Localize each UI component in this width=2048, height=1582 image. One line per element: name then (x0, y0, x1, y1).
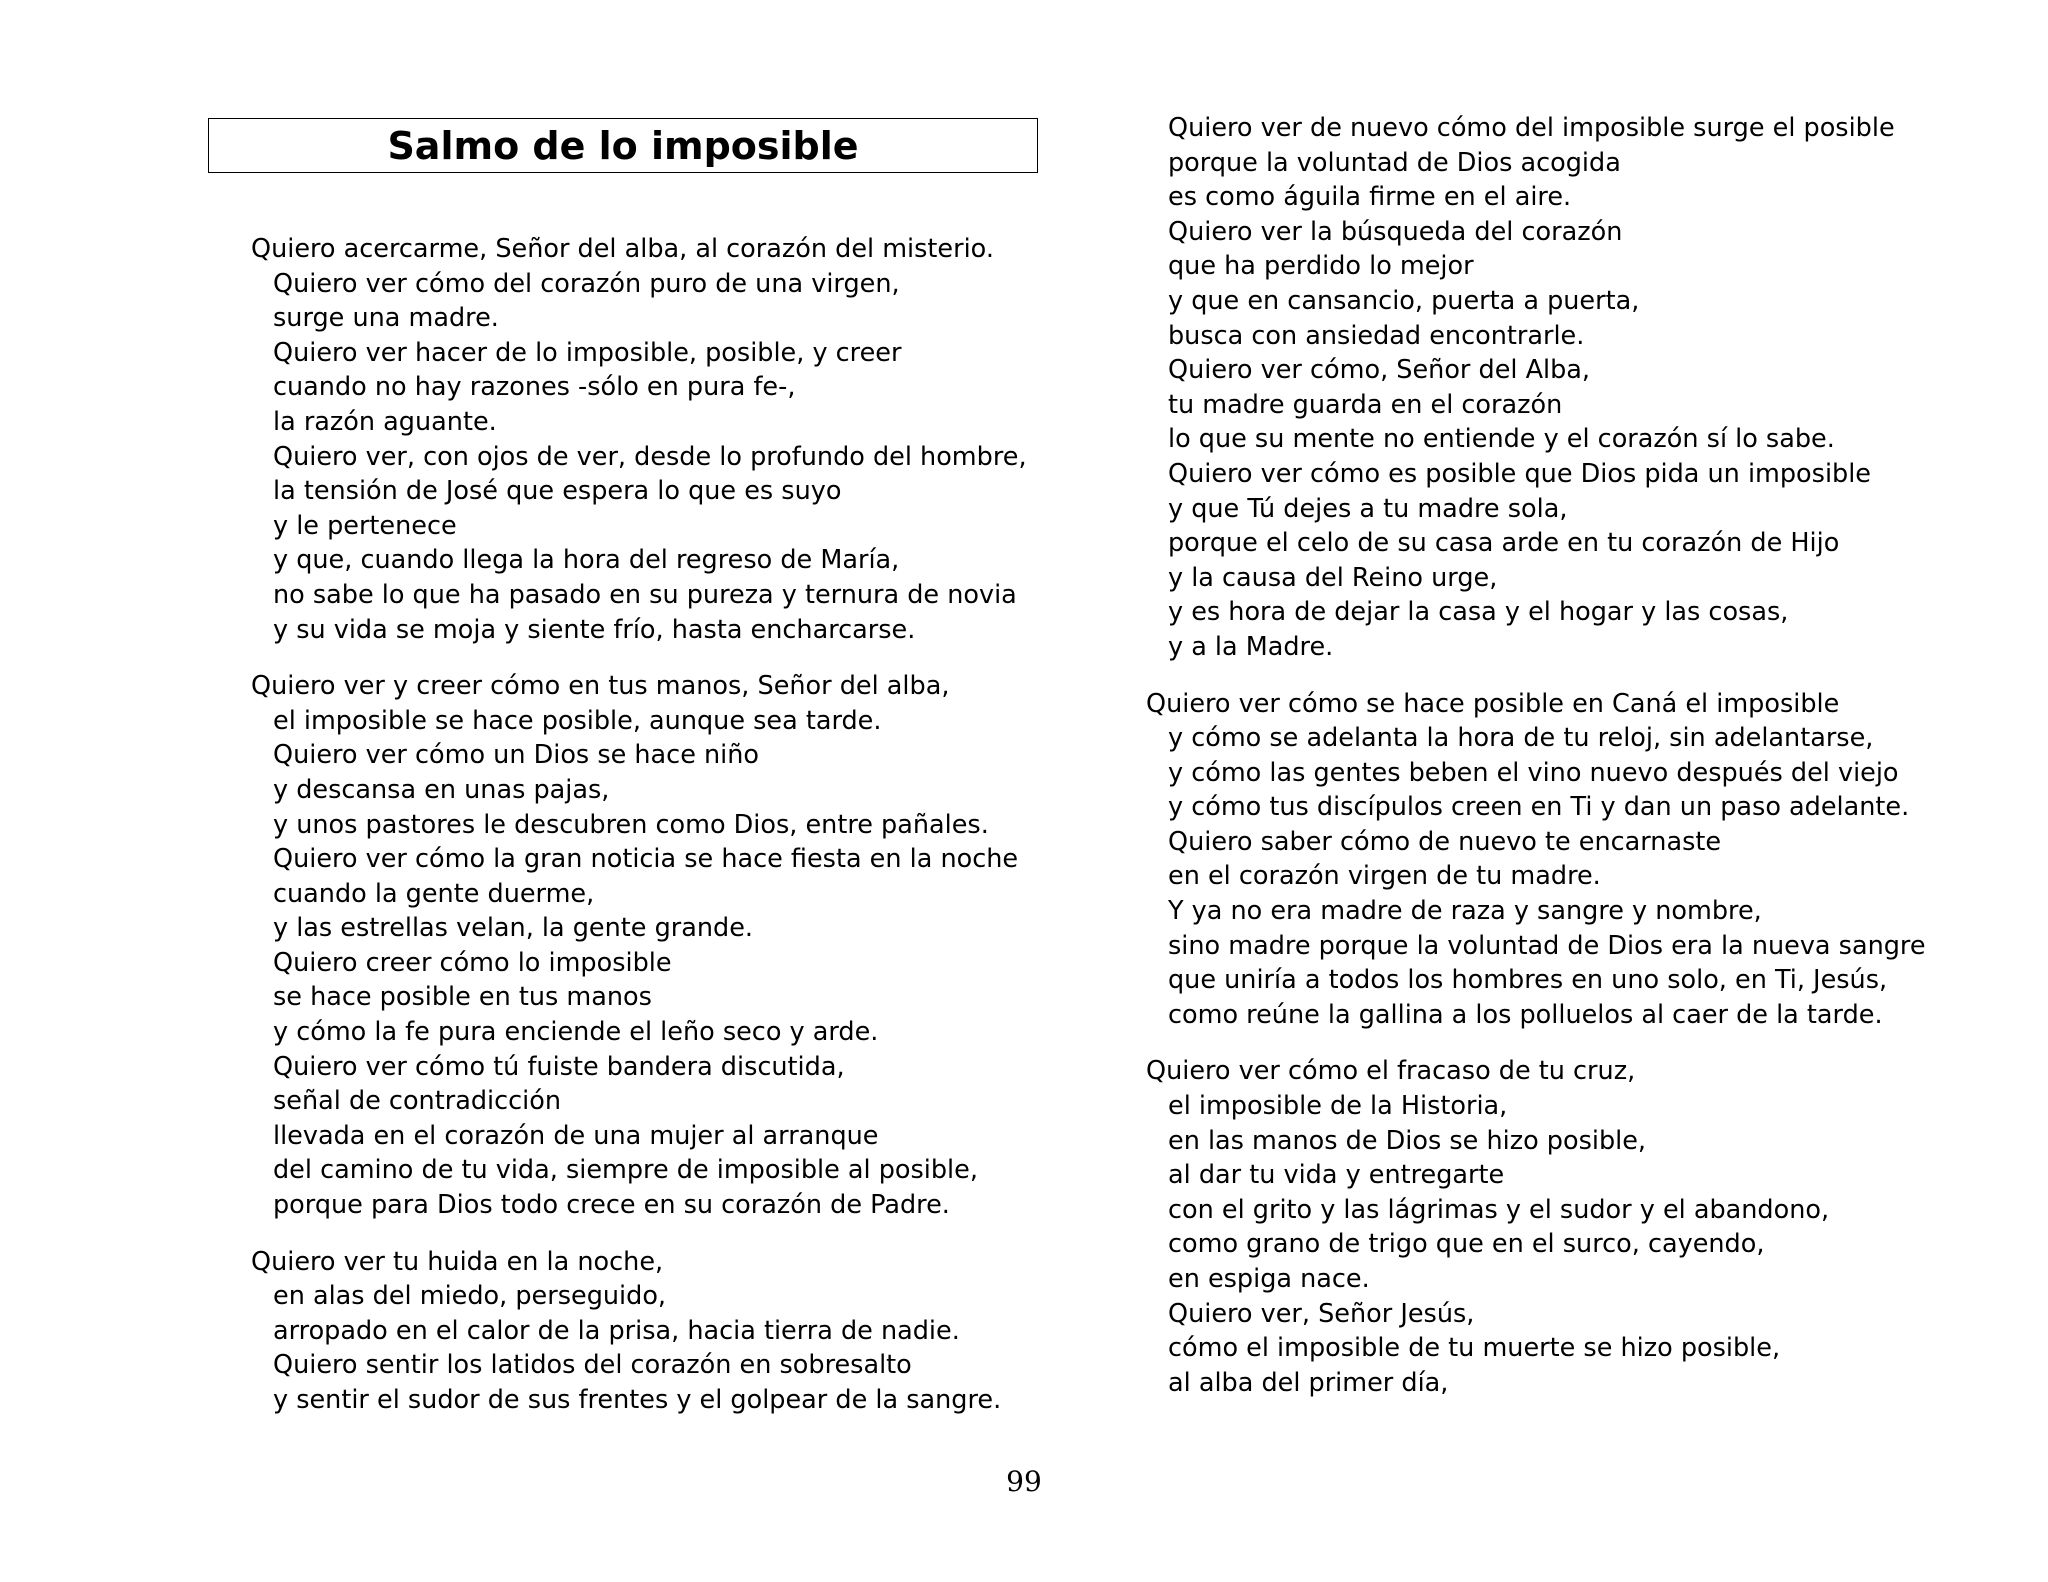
verse-line: en el corazón virgen de tu madre. (1168, 861, 1601, 892)
verse-line: Quiero ver y creer cómo en tus manos, Señor del alba, (251, 671, 950, 702)
verse-line: Y ya no era madre de raza y sangre y nombre, (1168, 896, 1762, 927)
verse-line: y las estrellas velan, la gente grande. (273, 913, 754, 944)
stanza (1146, 111, 1946, 665)
verse-line: la tensión de José que espera lo que es suyo (273, 476, 842, 507)
verse-line: y su vida se moja y siente frío, hasta encharcarse. (273, 614, 916, 645)
verse-line: y a la Madre. (1168, 631, 1334, 662)
verse-line: cuando no hay razones -sólo en pura fe-, (273, 372, 796, 403)
verse-line: Quiero ver tu huida en la noche, (251, 1246, 664, 1277)
stanza (1146, 1054, 1946, 1400)
left-column (251, 232, 1051, 1418)
verse-line: Quiero ver cómo es posible que Dios pida un imposible (1168, 458, 1871, 489)
page-number: 99 (1006, 1465, 1042, 1498)
stanza (251, 1245, 1051, 1418)
verse-line: Quiero ver, Señor Jesús, (1168, 1298, 1475, 1329)
verse-line: y descansa en unas pajas, (273, 774, 610, 805)
verse-line: en alas del miedo, perseguido, (273, 1281, 667, 1312)
verse-line: y que en cansancio, puerta a puerta, (1168, 285, 1640, 316)
verse-line: con el grito y las lágrimas y el sudor y el abandono, (1168, 1194, 1830, 1225)
verse-line: y unos pastores le descubren como Dios, entre pañales. (273, 809, 989, 840)
page-title: Salmo de lo imposible (387, 123, 859, 168)
stanza-gap (251, 647, 1051, 669)
stanza (251, 669, 1051, 1223)
verse-line: Quiero ver la búsqueda del corazón (1168, 216, 1623, 247)
verse-line: en espiga nace. (1168, 1264, 1370, 1294)
verse-line: Quiero ver hacer de lo imposible, posible, y creer (273, 337, 902, 368)
verse-line: sino madre porque la voluntad de Dios era la nueva sangre (1168, 930, 1926, 961)
verse-line: Quiero ver cómo el fracaso de tu cruz, (1146, 1056, 1636, 1087)
verse-line: es como águila firme en el aire. (1168, 182, 1572, 213)
verse-line: Quiero creer cómo lo imposible (273, 947, 672, 978)
verse-line: al alba del primer día, (1168, 1367, 1449, 1398)
verse-line: porque la voluntad de Dios acogida (1168, 147, 1621, 178)
verse-line: y que Tú dejes a tu madre sola, (1168, 493, 1568, 524)
verse-line: y cómo las gentes beben el vino nuevo después del viejo (1168, 757, 1899, 788)
verse-line: Quiero acercarme, Señor del alba, al corazón del misterio. (251, 234, 994, 264)
verse-line: se hace posible en tus manos (273, 982, 652, 1013)
verse-line: y la causa del Reino urge, (1168, 562, 1498, 593)
verse-line: al dar tu vida y entregarte (1168, 1160, 1505, 1191)
title-box (208, 118, 1038, 173)
verse-line: y que, cuando llega la hora del regreso de María, (273, 545, 900, 576)
verse-line: Quiero ver de nuevo cómo del imposible surge el posible (1168, 113, 1895, 143)
verse-line: lo que su mente no entiende y el corazón sí lo sabe. (1168, 424, 1835, 455)
stanza-gap (1146, 1032, 1946, 1054)
verse-line: y cómo se adelanta la hora de tu reloj, sin adelantarse, (1168, 723, 1874, 754)
stanza-gap (251, 1223, 1051, 1245)
verse-line: Quiero ver, con ojos de ver, desde lo profundo del hombre, (273, 441, 1027, 472)
verse-line: y cómo tus discípulos creen en Ti y dan un paso adelante. (1168, 792, 1910, 823)
verse-line: el imposible se hace posible, aunque sea tarde. (273, 705, 882, 736)
right-column (1146, 111, 1946, 1400)
verse-line: del camino de tu vida, siempre de imposible al posible, (273, 1155, 978, 1186)
verse-line: porque para Dios todo crece en su corazón de Padre. (273, 1190, 950, 1221)
verse-line: Quiero sentir los latidos del corazón en sobresalto (273, 1350, 912, 1381)
verse-line: que ha perdido lo mejor (1168, 251, 1474, 282)
verse-line: señal de contradicción (273, 1086, 561, 1117)
verse-line: y sentir el sudor de sus frentes y el golpear de la sangre. (273, 1385, 1002, 1415)
verse-line: porque el celo de su casa arde en tu corazón de Hijo (1168, 528, 1840, 559)
verse-line: llevada en el corazón de una mujer al arranque (273, 1120, 879, 1151)
verse-line: y es hora de dejar la casa y el hogar y las cosas, (1168, 597, 1789, 628)
verse-line: arropado en el calor de la prisa, hacia tierra de nadie. (273, 1315, 960, 1346)
verse-line: cuando la gente duerme, (273, 878, 595, 909)
verse-line: el imposible de la Historia, (1168, 1091, 1508, 1122)
verse-line: no sabe lo que ha pasado en su pureza y ternura de novia (273, 579, 1017, 610)
verse-line: tu madre guarda en el corazón (1168, 389, 1563, 420)
verse-line: Quiero ver cómo un Dios se hace niño (273, 740, 760, 771)
verse-line: y le pertenece (273, 510, 457, 541)
verse-line: en las manos de Dios se hizo posible, (1168, 1125, 1647, 1156)
verse-line: busca con ansiedad encontrarle. (1168, 320, 1585, 351)
verse-line: Quiero ver cómo del corazón puro de una virgen, (273, 268, 900, 299)
verse-line: como grano de trigo que en el surco, cayendo, (1168, 1229, 1765, 1260)
verse-line: que uniría a todos los hombres en uno solo, en Ti, Jesús, (1168, 965, 1888, 996)
verse-line: la razón aguante. (273, 406, 497, 437)
verse-line: Quiero ver cómo tú fuiste bandera discutida, (273, 1051, 845, 1082)
stanza (251, 232, 1051, 647)
verse-line: y cómo la fe pura enciende el leño seco y arde. (273, 1017, 879, 1048)
verse-line: Quiero ver cómo se hace posible en Caná el imposible (1146, 688, 1840, 719)
verse-line: Quiero saber cómo de nuevo te encarnaste (1168, 826, 1722, 857)
verse-line: Quiero ver cómo la gran noticia se hace fiesta en la noche (273, 844, 1019, 875)
verse-line: Quiero ver cómo, Señor del Alba, (1168, 355, 1591, 386)
stanza-gap (1146, 665, 1946, 687)
verse-line: cómo el imposible de tu muerte se hizo posible, (1168, 1333, 1781, 1364)
stanza (1146, 687, 1946, 1033)
verse-line: como reúne la gallina a los polluelos al caer de la tarde. (1168, 999, 1883, 1030)
verse-line: surge una madre. (273, 303, 499, 334)
